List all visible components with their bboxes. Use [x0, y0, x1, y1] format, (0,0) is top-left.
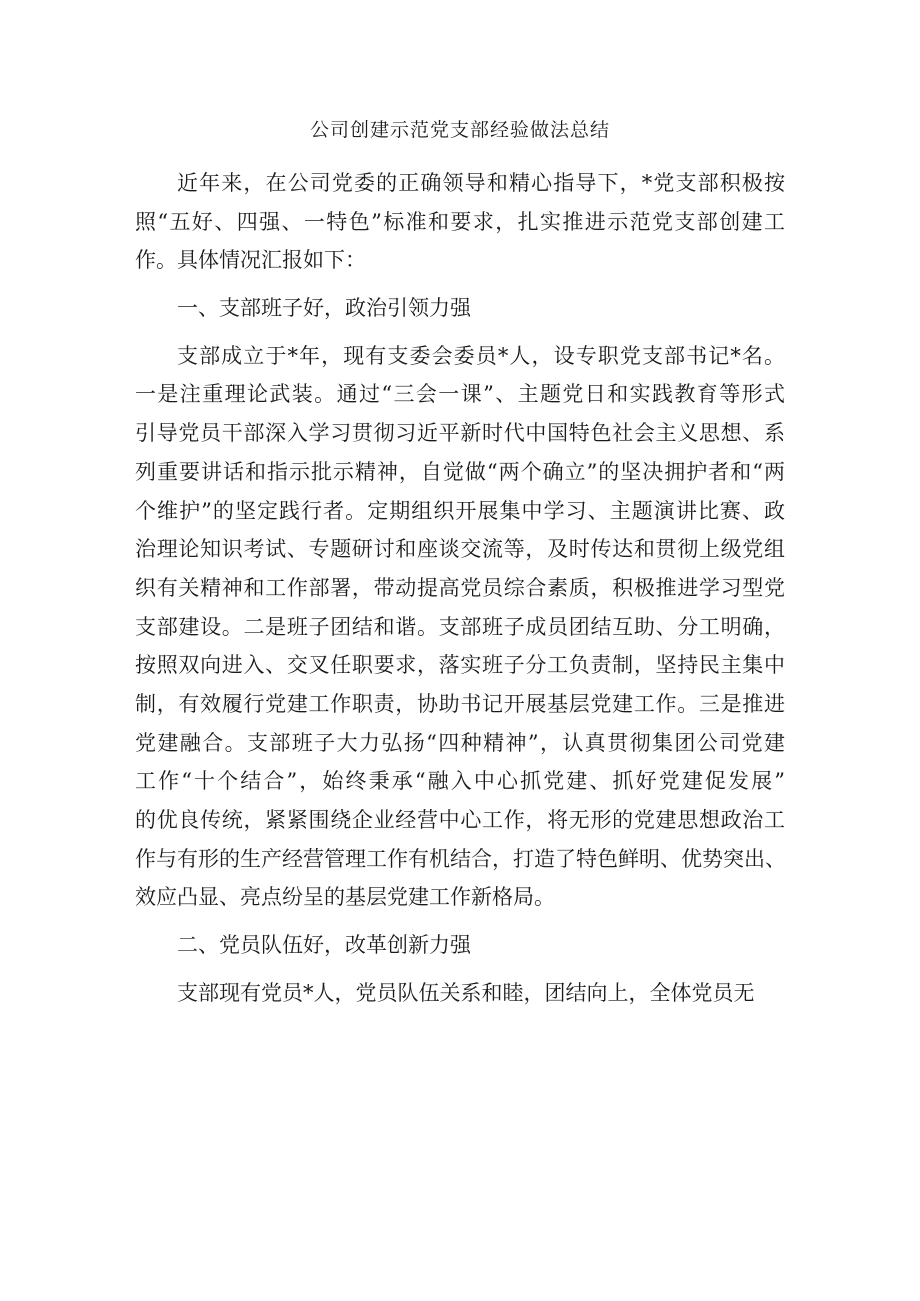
text-line: 个维护”的坚定践行者。定期组织开展集中学习、主题演讲比赛、政: [135, 498, 785, 523]
text-line: 治理论知识考试、专题研讨和座谈交流等，及时传达和贯彻上级党组: [135, 537, 785, 562]
text-line: 列重要讲话和指示批示精神，自觉做“两个确立”的坚决拥护者和“两: [135, 459, 785, 484]
heading-line: 二、党员队伍好，改革创新力强: [177, 933, 471, 958]
text-line: 工作“十个结合”，始终秉承“融入中心抓党建、抓好党建促发展”: [135, 769, 785, 794]
section-heading: [135, 926, 785, 965]
text-line: 的优良传统，紧紧围绕企业经营中心工作，将无形的党建思想政治工: [135, 808, 785, 832]
document-body: [135, 164, 785, 1012]
text-line: 党建融合。支部班子大力弘扬“四种精神”，认真贯彻集团公司党建: [135, 730, 785, 755]
text-line: 织有关精神和工作部署，带动提高党员综合素质，积极推进学习型党: [135, 575, 785, 600]
text-line: 引导党员干部深入学习贯彻习近平新时代中国特色社会主义思想、系: [135, 421, 785, 446]
text-line: 支部现有党员*人，党员队伍关系和睦，团结向上，全体党员无: [177, 980, 755, 1005]
paragraph-intro: [135, 164, 785, 280]
text-line: 近年来，在公司党委的正确领导和精心指导下，*党支部积极按: [177, 171, 785, 195]
text-line: 效应凸显、亮点纷呈的基层党建工作新格局。: [135, 885, 555, 910]
text-line: 照“五好、四强、一特色”标准和要求，扎实推进示范党支部创建工: [135, 209, 785, 234]
text-line: 支部建设。二是班子团结和谐。支部班子成员团结互助、分工明确，: [135, 614, 785, 639]
text-line: 作与有形的生产经营管理工作有机结合，打造了特色鲜明、优势突出、: [135, 846, 786, 871]
document-title: 公司创建示范党支部经验做法总结: [309, 119, 610, 141]
text-line: 按照双向进入、交叉任职要求，落实班子分工负责制，坚持民主集中: [135, 653, 785, 678]
text-line: 支部成立于*年，现有支委会委员*人，设专职党支部书记*名。: [177, 343, 785, 368]
heading-line: 一、支部班子好，政治引领力强: [177, 296, 471, 321]
paragraph-section-two: [135, 974, 785, 1013]
text-line: 作。具体情况汇报如下：: [135, 248, 366, 273]
section-heading: [135, 289, 785, 328]
text-line: 一是注重理论武装。通过“三会一课”、主题党日和实践教育等形式: [135, 382, 785, 407]
text-line: 制，有效履行党建工作职责，协助书记开展基层党建工作。三是推进: [135, 691, 785, 716]
paragraph-section-one: [135, 337, 785, 917]
